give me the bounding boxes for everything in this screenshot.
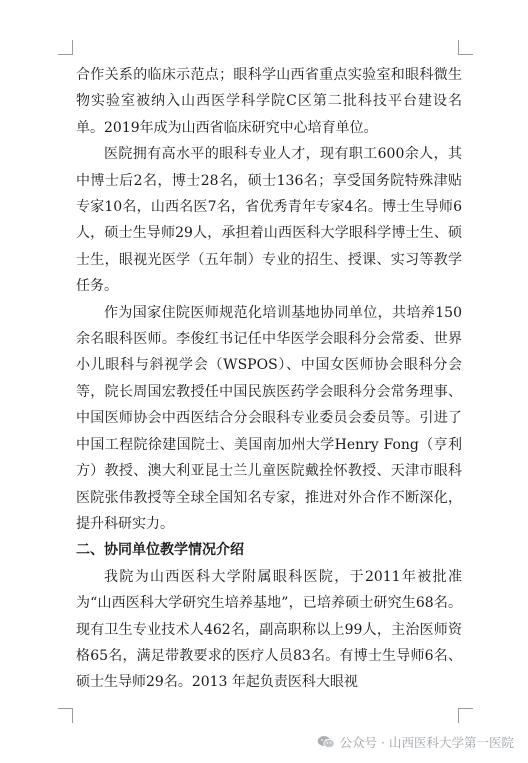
- watermark-text: 公众号 · 山西医科大学第一医院: [339, 735, 514, 750]
- wechat-icon: [317, 735, 335, 749]
- crop-mark-top-right: [458, 40, 473, 55]
- paragraph-training-base: 作为国家住院医师规范化培训基地协同单位，共培养150余名眼科医师。李俊红书记任中华医学会眼科分会常委、世界小儿眼科与斜视学会（WSPOS）、中国女医师协会眼科分会等，院长周国宏教授任中国民族医药学会眼科分会常务理事、中国医师协会中西医结合分会眼科专业委员会委员等。引进了中国工程院徐建国院士、美国南加州大学Henry Fong（亨利方）教授、澳大利亚昆士兰儿童医院戴拴怀教授、天津市眼科医院张伟教授等全球全国知名专家，推进对外合作不断深化，提升科研实力。: [76, 304, 462, 532]
- paragraph-teaching: 我院为山西医科大学附属眼科医院，于2011年被批准为“山西医科大学研究生培养基地”，已培养硕士研究生68名。现有卫生专业技术人462名，副高职称以上99人，主治医师资格65名，满足带教要求的医疗人员83名。有博士生导师6名、硕士生导师29名。2013 年起负责医科大眼视: [76, 568, 462, 691]
- paragraph-continuation: 合作关系的临床示范点；眼科学山西省重点实验室和眼科微生物实验室被纳入山西医学科学院C区第二批科技平台建设名单。2019年成为山西省临床研究中心培育单位。: [76, 67, 462, 136]
- crop-mark-bottom-right: [458, 708, 473, 723]
- paragraph-staff: 医院拥有高水平的眼科专业人才，现有职工600余人，其中博士后2名，博士28名，硕士136名；享受国务院特殊津贴专家10名，山西名医7名，省优秀青年专家4名。博士生导师6人，硕士生导师29人，承担着山西医科大学眼科学博士生、硕士生，眼视光医学（五年制）专业的招生、授课、实习等教学任务。: [76, 146, 462, 295]
- wechat-watermark: [317, 733, 514, 751]
- document-body: [76, 62, 462, 696]
- crop-mark-top-left: [58, 40, 73, 55]
- section-heading: 二、协同单位教学情况介绍: [76, 542, 244, 559]
- crop-mark-bottom-left: [58, 708, 73, 723]
